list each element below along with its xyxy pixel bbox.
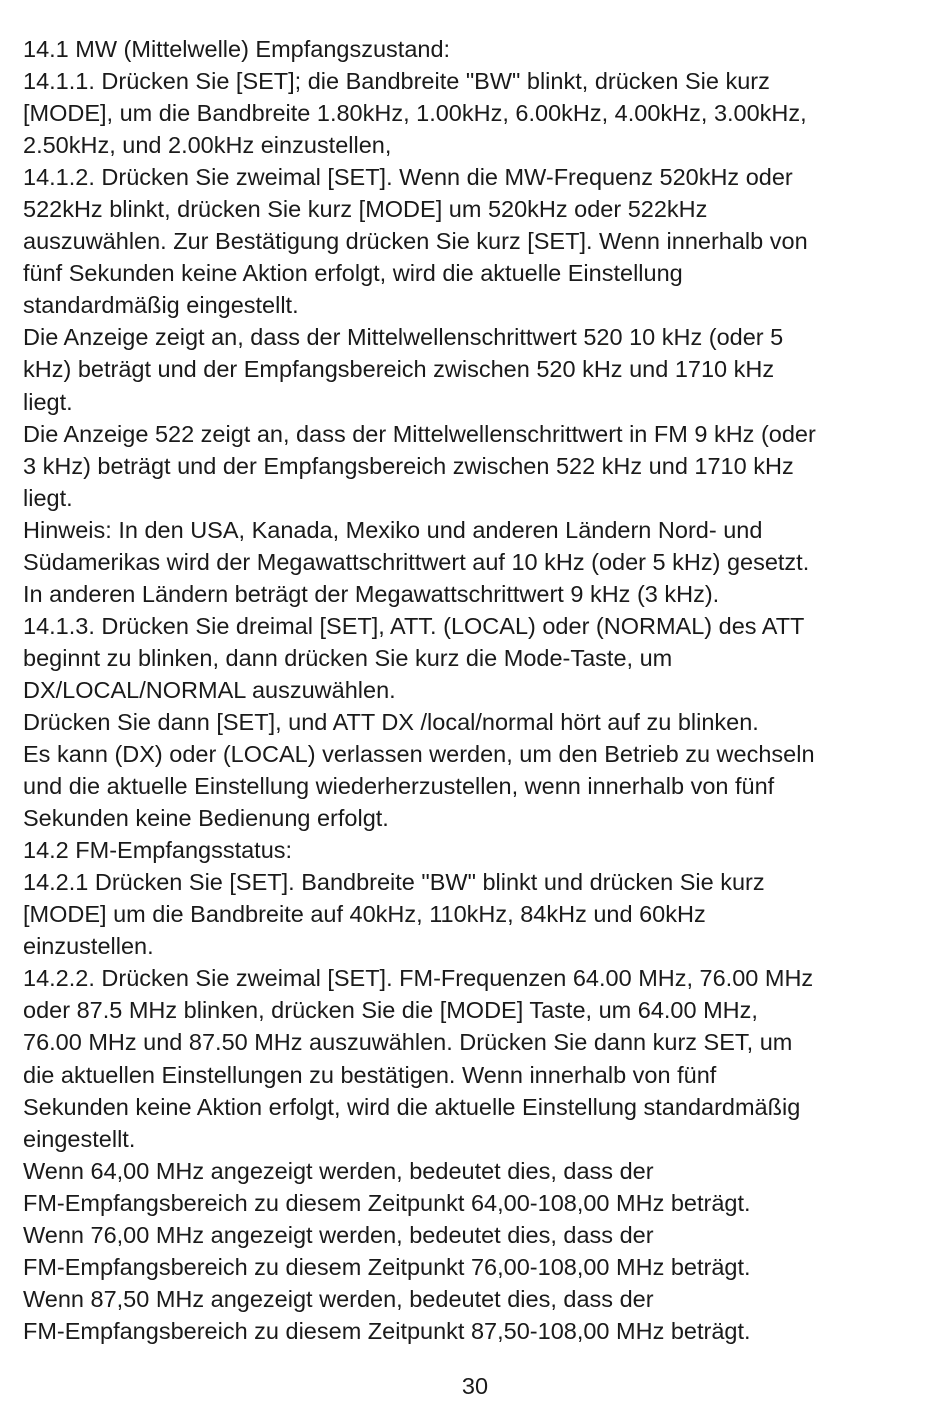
text-line: DX/LOCAL/NORMAL auszuwählen. [23,676,396,703]
text-line: FM-Empfangsbereich zu diesem Zeitpunkt 76,00-108,00 MHz beträgt. [23,1253,751,1280]
text-line: [MODE] um die Bandbreite auf 40kHz, 110kHz, 84kHz und 60kHz [23,901,706,928]
text-line: Sekunden keine Bedienung erfolgt. [23,805,389,832]
text-line: FM-Empfangsbereich zu diesem Zeitpunkt 87,50-108,00 MHz beträgt. [23,1317,751,1344]
text-line: 14.2.2. Drücken Sie zweimal [SET]. FM-Frequenzen 64.00 MHz, 76.00 MHz [23,965,814,992]
text-line: FM-Empfangsbereich zu diesem Zeitpunkt 64,00-108,00 MHz beträgt. [23,1189,751,1216]
text-line: kHz) beträgt und der Empfangsbereich zwischen 520 kHz und 1710 kHz [23,356,775,383]
text-line: auszuwählen. Zur Bestätigung drücken Sie kurz [SET]. Wenn innerhalb von [23,228,808,255]
text-line: [MODE], um die Bandbreite 1.80kHz, 1.00kHz, 6.00kHz, 4.00kHz, 3.00kHz, [23,100,807,127]
text-line: Sekunden keine Aktion erfolgt, wird die aktuelle Einstellung standardmäßig [23,1093,801,1120]
text-line: Drücken Sie dann [SET], und ATT DX /local/normal hört auf zu blinken. [23,708,759,735]
text-line: Südamerikas wird der Megawattschrittwert auf 10 kHz (oder 5 kHz) gesetzt. [23,548,810,575]
text-line: 76.00 MHz und 87.50 MHz auszuwählen. Drücken Sie dann kurz SET, um [23,1029,793,1056]
text-line: Es kann (DX) oder (LOCAL) verlassen werden, um den Betrieb zu wechseln [23,741,815,768]
text-line: einzustellen. [23,933,154,960]
text-line: liegt. [23,484,73,511]
text-line: standardmäßig eingestellt. [23,292,299,319]
text-line: oder 87.5 MHz blinken, drücken Sie die [MODE] Taste, um 64.00 MHz, [23,997,758,1024]
text-line: 14.1.2. Drücken Sie zweimal [SET]. Wenn die MW-Frequenz 520kHz oder [23,164,793,191]
text-line: In anderen Ländern beträgt der Megawattschrittwert 9 kHz (3 kHz). [23,580,720,607]
text-line: Wenn 87,50 MHz angezeigt werden, bedeutet dies, dass der [23,1285,654,1312]
text-line: 14.2 FM-Empfangsstatus: [23,837,293,864]
text-line: Wenn 64,00 MHz angezeigt werden, bedeutet dies, dass der [23,1157,654,1184]
text-line: 14.1 MW (Mittelwelle) Empfangszustand: [23,36,451,62]
text-line: 14.1.3. Drücken Sie dreimal [SET], ATT. (LOCAL) oder (NORMAL) des ATT [23,612,805,639]
document-body [23,33,933,1347]
text-line: Hinweis: In den USA, Kanada, Mexiko und anderen Ländern Nord- und [23,516,763,543]
text-line: Wenn 76,00 MHz angezeigt werden, bedeutet dies, dass der [23,1221,654,1248]
page-number: 30 [461,1373,489,1399]
text-line: und die aktuelle Einstellung wiederherzustellen, wenn innerhalb von fünf [23,773,775,800]
text-line: fünf Sekunden keine Aktion erfolgt, wird die aktuelle Einstellung [23,260,683,287]
text-line: 14.1.1. Drücken Sie [SET]; die Bandbreite "BW" blinkt, drücken Sie kurz [23,68,770,95]
text-line: 3 kHz) beträgt und der Empfangsbereich zwischen 522 kHz und 1710 kHz [23,452,794,479]
text-line: eingestellt. [23,1125,136,1152]
text-line: 522kHz blinkt, drücken Sie kurz [MODE] um 520kHz oder 522kHz [23,196,708,223]
text-line: Die Anzeige zeigt an, dass der Mittelwellenschrittwert 520 10 kHz (oder 5 [23,324,784,351]
text-line: beginnt zu blinken, dann drücken Sie kurz die Mode-Taste, um [23,644,673,671]
text-line: die aktuellen Einstellungen zu bestätigen. Wenn innerhalb von fünf [23,1061,717,1088]
text-line: 14.2.1 Drücken Sie [SET]. Bandbreite "BW" blinkt und drücken Sie kurz [23,869,765,896]
text-line: 2.50kHz, und 2.00kHz einzustellen, [23,132,392,159]
text-line: Die Anzeige 522 zeigt an, dass der Mittelwellenschrittwert in FM 9 kHz (oder [23,420,816,447]
text-line: liegt. [23,388,73,415]
